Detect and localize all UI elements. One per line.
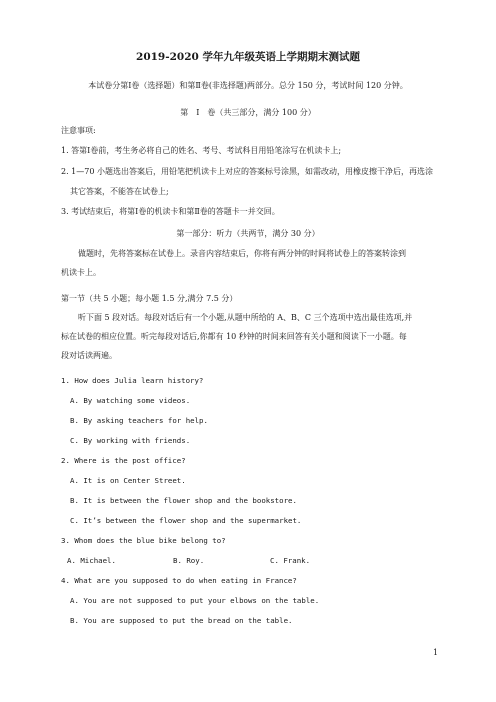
notes-title: 注意事项:	[61, 126, 96, 135]
answer-option: B. It is between the flower shop and the bookstore.	[70, 496, 297, 505]
part1-header: 第 Ⅰ 卷（共三部分，满分 100 分）	[180, 108, 316, 117]
answer-option: C. By working with friends.	[70, 436, 191, 445]
answer-option: A. It is on Center Street.	[70, 476, 186, 485]
question: 4. What are you supposed to do when eating in France?	[61, 576, 297, 585]
answer-option: B. By asking teachers for help.	[70, 416, 208, 425]
note-item: 1. 答第Ⅰ卷前，考生务必将自己的姓名、考号、考试科目用铅笔涂写在机读卡上;	[61, 146, 342, 155]
document-title: 2019-2020 学年九年级英语上学期期末测试题	[136, 51, 360, 63]
subsection1-instruction: 听下面 5 段对话。每段对话后有一个小题,从题中所给的 A、B、C 三个选项中选出最佳选项,并	[78, 313, 413, 322]
answer-option: C. Frank.	[270, 556, 311, 565]
page-number: 1	[433, 648, 439, 657]
question: 2. Where is the post office?	[61, 456, 186, 465]
section1-instruction: 机读卡上。	[61, 268, 101, 277]
note-item: 3. 考试结束后，将第Ⅰ卷的机读卡和第Ⅱ卷的答题卡一并交回。	[61, 207, 280, 216]
question: 1. How does Julia learn history?	[61, 376, 204, 385]
exam-intro: 本试卷分第Ⅰ卷（选择题）和第Ⅱ卷(非选择题)两部分。总分 150 分，考试时间 120 分钟。	[88, 81, 408, 90]
question: 3. Whom does the blue bike belong to?	[61, 536, 226, 545]
subsection1-instruction: 标在试卷的相应位置。听完每段对话后,你都有 10 秒钟的时间来回答有关小题和阅读下一小题。每	[61, 332, 407, 341]
section1-title: 第一部分：听力（共两节，满分 30 分）	[176, 229, 320, 238]
answer-option: B. Roy.	[173, 556, 205, 565]
note-item-continued: 其它答案，不能答在试卷上;	[70, 187, 169, 196]
answer-option: C. It’s between the flower shop and the supermarket.	[70, 516, 302, 525]
subsection1-title: 第一节（共 5 小题；每小题 1.5 分,满分 7.5 分）	[61, 294, 238, 303]
section1-instruction: 做题时，先将答案标在试卷上。录音内容结束后，你将有两分钟的时间将试卷上的答案转涂到	[78, 249, 406, 258]
answer-option: A. By watching some videos.	[70, 396, 191, 405]
answer-option: B. You are supposed to put the bread on the table.	[70, 616, 293, 625]
answer-option: A. Michael.	[67, 556, 116, 565]
subsection1-instruction: 段对话读两遍。	[61, 351, 117, 360]
answer-option: A. You are not supposed to put your elbows on the table.	[70, 596, 320, 605]
note-item: 2. 1—70 小题选出答案后，用铅笔把机读卡上对应的答案标号涂黑，如需改动，用橡皮擦干净后，再选涂	[61, 167, 433, 176]
